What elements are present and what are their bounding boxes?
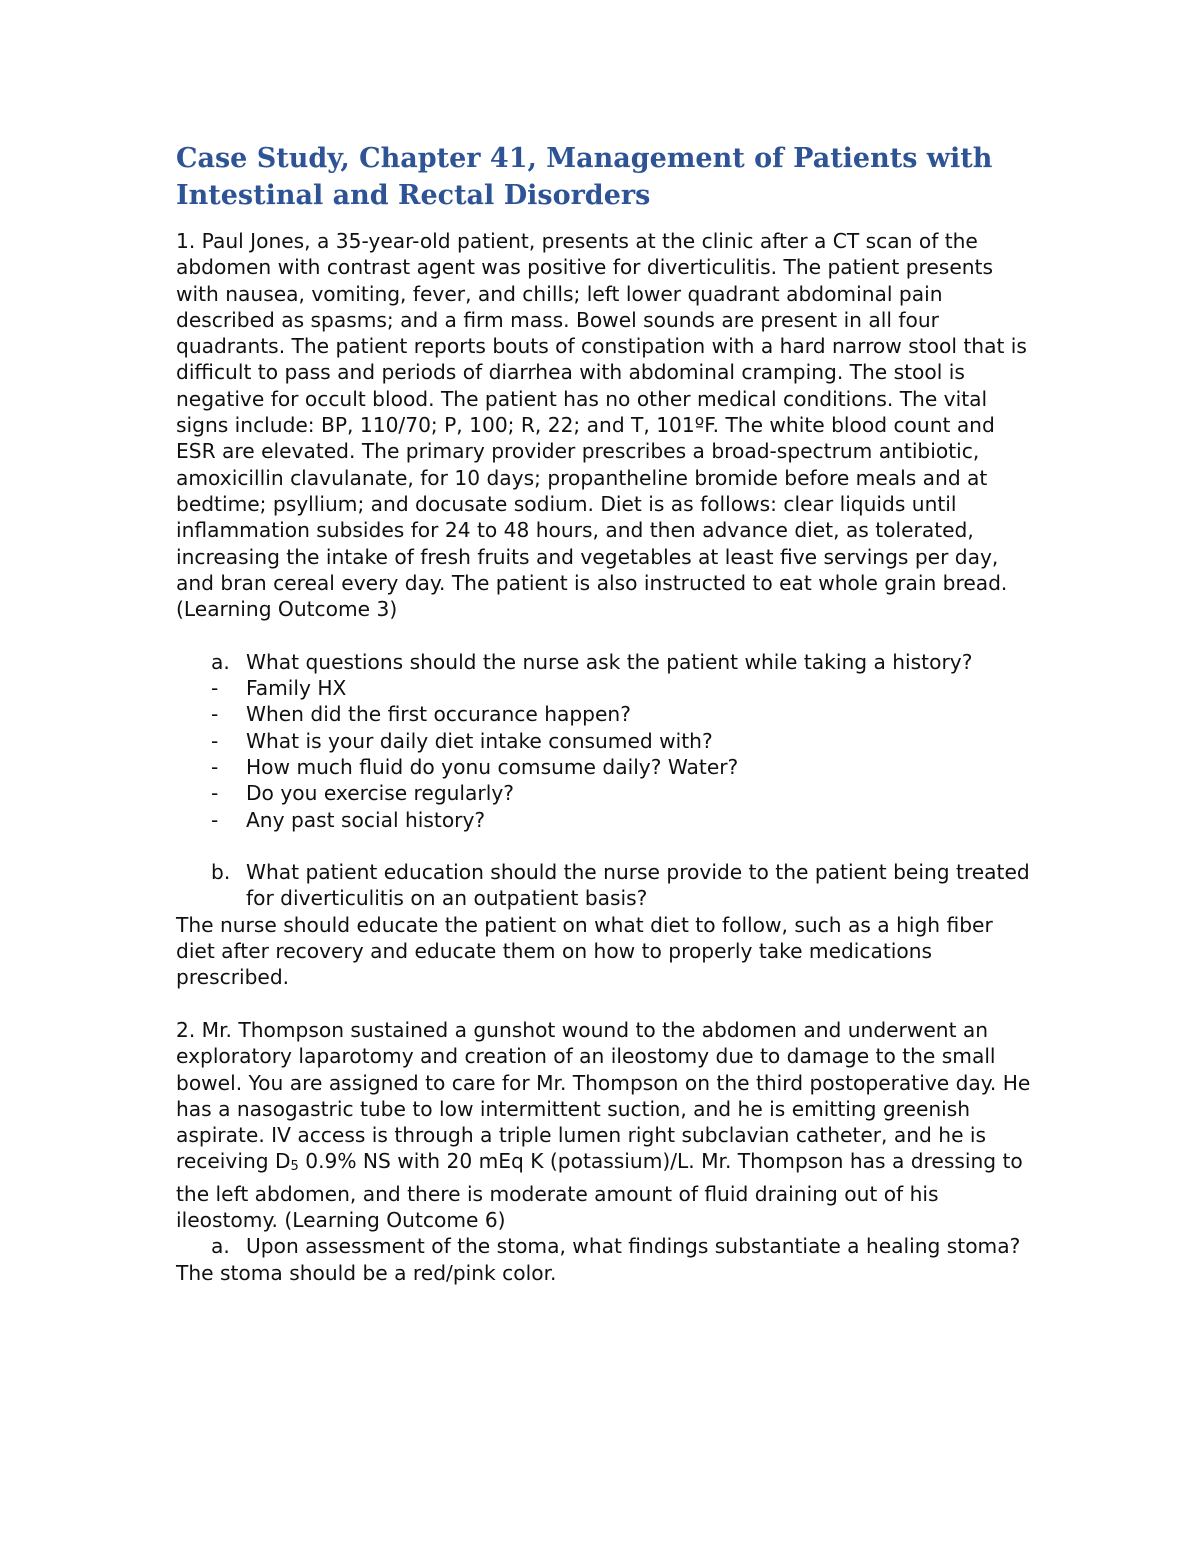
case-1-question-b	[176, 859, 1032, 912]
case-1-question-a	[176, 649, 1032, 675]
case-2-paragraph-part-2: 0.9% NS with 20 mEq K (potassium)/L. Mr. Thompson has a dressing to the left abdomen, and there is moderate amount of fluid draining out of his ileostomy. (Learning Outcome 6)	[176, 1149, 1023, 1232]
case-2-paragraph-part-1: 2. Mr. Thompson sustained a gunshot wound to the abdomen and underwent an exploratory laparotomy and creation of an ileostomy due to damage to the small bowel. You are assigned to care for Mr. Thompson on the third postoperative day. He has a nasogastric tube to low intermittent suction, and he is emitting greenish aspirate. IV access is through a triple lumen right subclavian catheter, and he is receiving D	[176, 1017, 1031, 1174]
dash-marker: -	[211, 728, 219, 753]
case-study-2	[176, 1017, 1032, 1286]
dash-marker: -	[211, 781, 219, 806]
question-text: What questions should the nurse ask the patient while taking a history?	[246, 649, 973, 674]
answer-item-text: Any past social history?	[246, 807, 486, 832]
case-2-answer-a: The stoma should be a red/pink color.	[176, 1260, 557, 1285]
answer-list-item	[176, 675, 1032, 701]
case-1-answer-b: The nurse should educate the patient on what diet to follow, such as a high fiber diet after recovery and educate them on how to properly take medications prescribed.	[176, 912, 993, 990]
answer-item-text: Do you exercise regularly?	[246, 781, 514, 806]
dash-marker: -	[211, 754, 219, 779]
document-page	[176, 140, 1032, 1286]
answer-list-item	[176, 807, 1032, 833]
case-2-paragraph	[176, 1017, 1032, 1233]
answer-list-item	[176, 780, 1032, 806]
question-marker: a.	[211, 1234, 230, 1259]
case-1-paragraph: 1. Paul Jones, a 35-year-old patient, presents at the clinic after a CT scan of the abdomen with contrast agent was positive for diverticulitis. The patient presents with nausea, vomiting, fever, and chills; left lower quadrant abdominal pain described as spasms; and a firm mass. Bowel sounds are present in all four quadrants. The patient reports bouts of constipation with a hard narrow stool that is difficult to pass and periods of diarrhea with abdominal cramping. The stool is negative for occult blood. The patient has no other medical conditions. The vital signs include: BP, 110/70; P, 100; R, 22; and T, 101ºF. The white blood count and ESR are elevated. The primary provider prescribes a broad-spectrum antibiotic, amoxicillin clavulanate, for 10 days; propantheline bromide before meals and at bedtime; psyllium; and docusate sodium. Diet is as follows: clear liquids until inflammation subsides for 24 to 48 hours, and then advance diet, as tolerated, increasing the intake of fresh fruits and vegetables at least five servings per day, and bran cereal every day. The patient is also instructed to eat whole grain bread. (Learning Outcome 3)	[176, 229, 1027, 622]
answer-list-item	[176, 701, 1032, 727]
dash-marker: -	[211, 676, 219, 701]
dash-marker: -	[211, 807, 219, 832]
document-title: Case Study, Chapter 41, Management of Patients with Intestinal and Rectal Disorders	[176, 143, 993, 211]
question-marker: b.	[211, 860, 231, 885]
paragraph-spacer	[176, 622, 1032, 648]
dash-marker: -	[211, 702, 219, 727]
question-text: Upon assessment of the stoma, what findings substantiate a healing stoma?	[246, 1234, 1021, 1259]
answer-item-text: When did the first occurance happen?	[246, 702, 631, 727]
d5-subscript: 5	[290, 1159, 299, 1175]
answer-item-text: Family HX	[246, 676, 347, 701]
paragraph-spacer	[176, 991, 1032, 1017]
answer-list-item	[176, 728, 1032, 754]
paragraph-spacer	[176, 833, 1032, 859]
case-study-1	[176, 228, 1032, 991]
question-text: What patient education should the nurse provide to the patient being treated for diverticulitis on an outpatient basis?	[246, 860, 1030, 911]
answer-item-text: What is your daily diet intake consumed with?	[246, 728, 713, 753]
answer-list-item	[176, 754, 1032, 780]
answer-item-text: How much fluid do yonu comsume daily? Water?	[246, 754, 739, 779]
case-2-question-a	[176, 1233, 1032, 1259]
question-marker: a.	[211, 649, 230, 674]
